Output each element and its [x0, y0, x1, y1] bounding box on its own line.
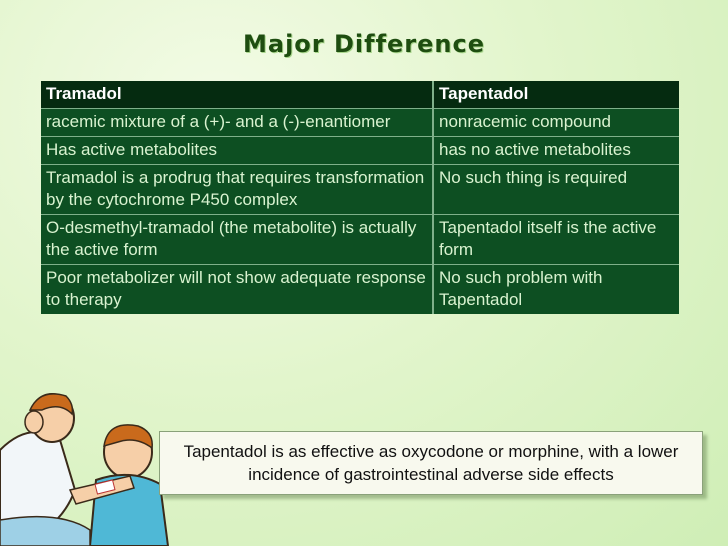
table-row [41, 215, 679, 265]
table-row [41, 137, 679, 165]
note-callout: Tapentadol is as effective as oxycodone or morphine, with a lower incidence of gastrointestinal adverse side effects [159, 431, 703, 495]
table-row [41, 265, 679, 315]
cell-tapentadol: Tapentadol itself is the active form [433, 215, 679, 265]
cell-tapentadol: has no active metabolites [433, 137, 679, 165]
table-row [41, 109, 679, 137]
table-header-row [41, 81, 679, 109]
cell-tramadol: Poor metabolizer will not show adequate response to therapy [41, 265, 433, 315]
cell-tramadol: racemic mixture of a (+)- and a (-)-enantiomer [41, 109, 433, 137]
slide-title: Major Difference [243, 30, 485, 58]
cell-tramadol: Has active metabolites [41, 137, 433, 165]
comparison-table [41, 81, 679, 314]
table-row [41, 165, 679, 215]
cell-tramadol: Tramadol is a prodrug that requires transformation by the cytochrome P450 complex [41, 165, 433, 215]
cell-tramadol: O-desmethyl-tramadol (the metabolite) is actually the active form [41, 215, 433, 265]
cell-tapentadol: No such thing is required [433, 165, 679, 215]
cell-tapentadol: No such problem with Tapentadol [439, 268, 603, 309]
header-tapentadol: Tapentadol [433, 81, 679, 109]
header-tramadol: Tramadol [41, 81, 433, 109]
cell-tapentadol: nonracemic compound [433, 109, 679, 137]
